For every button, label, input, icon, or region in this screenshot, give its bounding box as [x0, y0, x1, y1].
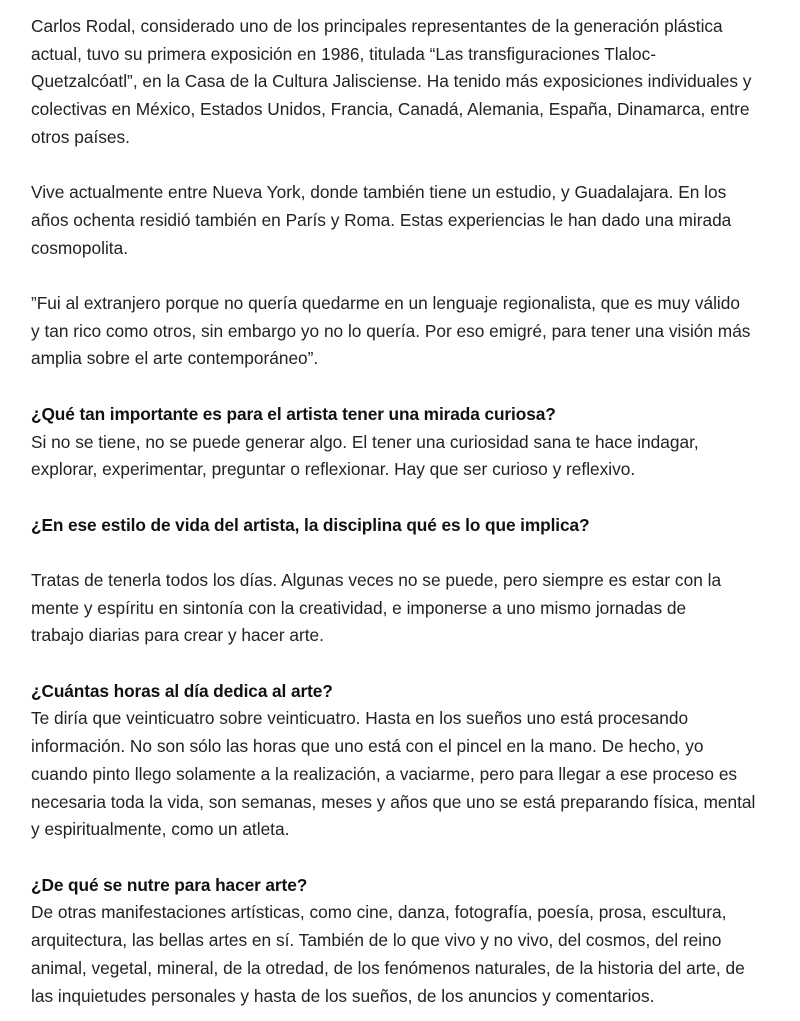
text-line: cosmopolita. — [31, 237, 129, 258]
text-line: Vive actualmente entre Nueva York, donde también tiene un estudio, y Guadalajara. En los — [31, 182, 727, 203]
text-line: y tan rico como otros, sin embargo yo no lo quería. Por eso emigré, para tener una visión más — [31, 320, 751, 341]
interview-question: ¿De qué se nutre para hacer arte? — [31, 874, 308, 895]
paragraph — [31, 290, 800, 373]
text-line: ”Fui al extranjero porque no quería quedarme en un lenguaje regionalista, que es muy válido — [31, 293, 740, 313]
interview-question-block — [31, 678, 800, 844]
text-line: animal, vegetal, mineral, de la otredad, de los fenómenos naturales, de la historia del arte, de — [31, 957, 745, 978]
interview-question-block — [31, 872, 800, 1011]
text-line: trabajo diarias para crear y hacer arte. — [31, 625, 324, 646]
text-line: explorar, experimentar, preguntar o reflexionar. Hay que ser curioso y reflexivo. — [31, 459, 636, 480]
text-line: Tratas de tenerla todos los días. Algunas veces no se puede, pero siempre es estar con la — [31, 569, 722, 590]
text-line: las inquietudes personales y hasta de los sueños, de los anuncios y comentarios. — [31, 985, 655, 1006]
text-line: amplia sobre el arte contemporáneo”. — [31, 348, 319, 369]
text-line: años ochenta residió también en París y Roma. Estas experiencias le han dado una mirada — [31, 209, 732, 230]
text-line: Carlos Rodal, considerado uno de los principales representantes de la generación plástica — [31, 16, 723, 36]
interview-question: ¿Cuántas horas al día dedica al arte? — [31, 680, 333, 701]
interview-question: ¿Qué tan importante es para el artista tener una mirada curiosa? — [31, 403, 556, 424]
text-line: necesaria toda la vida, son semanas, meses y años que uno se está preparando física, mental — [31, 791, 756, 812]
interview-question: ¿En ese estilo de vida del artista, la disciplina qué es lo que implica? — [31, 514, 590, 535]
paragraph — [31, 567, 800, 650]
text-line: Quetzalcóatl”, en la Casa de la Cultura Jalisciense. Ha tenido más exposiciones individuales y — [31, 71, 752, 92]
interview-question-block — [31, 401, 800, 484]
text-line: mente y espíritu en sintonía con la creatividad, e imponerse a uno mismo jornadas de — [31, 597, 687, 618]
text-line: y espiritualmente, como un atleta. — [31, 819, 290, 840]
text-line: otros países. — [31, 126, 130, 147]
paragraph — [31, 13, 800, 152]
text-line: Si no se tiene, no se puede generar algo. El tener una curiosidad sana te hace indagar, — [31, 431, 699, 452]
text-line: De otras manifestaciones artísticas, como cine, danza, fotografía, poesía, prosa, escultura, — [31, 902, 727, 923]
text-line: actual, tuvo su primera exposición en 1986, titulada “Las transfiguraciones Tlaloc- — [31, 43, 657, 64]
text-line: Te diría que veinticuatro sobre veinticuatro. Hasta en los sueños uno está procesando — [31, 708, 689, 729]
text-line: información. No son sólo las horas que uno está con el pincel en la mano. De hecho, yo — [31, 736, 704, 757]
interview-question-block — [31, 512, 800, 540]
text-line: colectivas en México, Estados Unidos, Francia, Canadá, Alemania, España, Dinamarca, entre — [31, 99, 750, 120]
paragraph — [31, 179, 800, 262]
text-line: arquitectura, las bellas artes en sí. También de lo que vivo y no vivo, del cosmos, del reino — [31, 930, 722, 951]
text-line: cuando pinto llego solamente a la realización, a vaciarme, pero para llegar a ese proceso es — [31, 763, 738, 784]
